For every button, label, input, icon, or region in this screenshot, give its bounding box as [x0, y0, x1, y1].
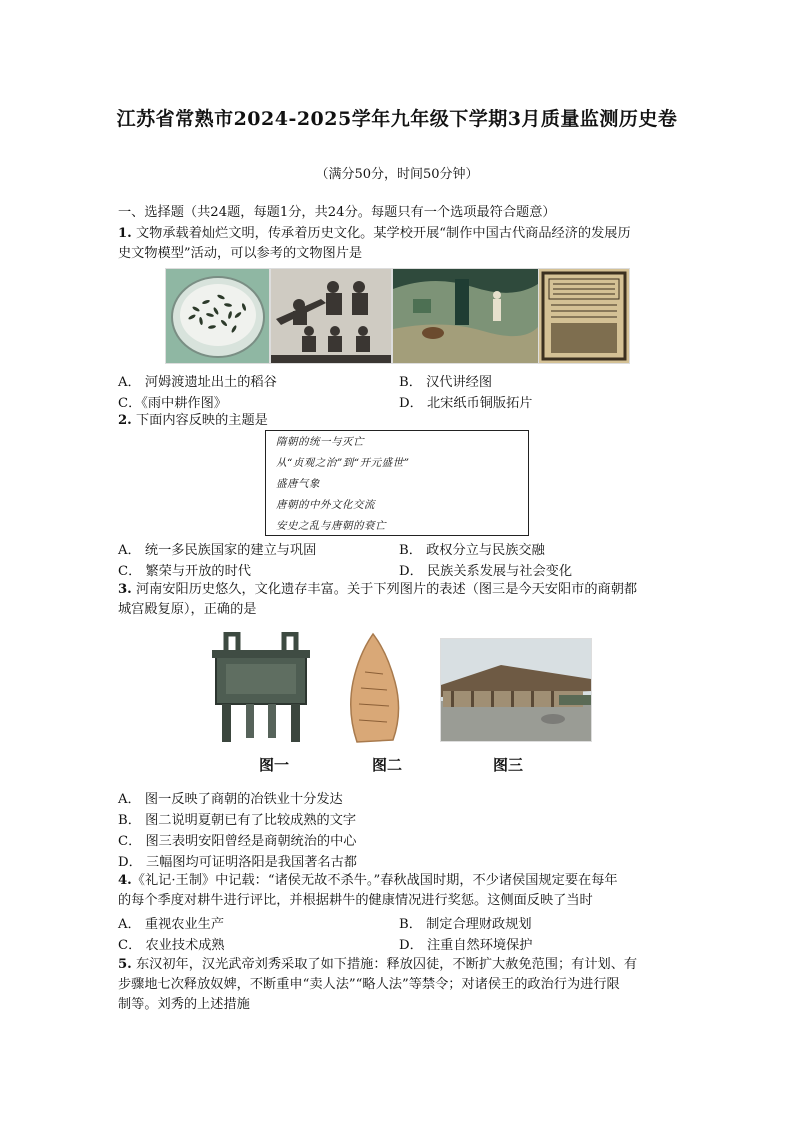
figure-caption-2: 图二 — [372, 757, 403, 774]
box-line: 隋朝的统一与灭亡 — [276, 436, 364, 448]
question-number: 5. — [118, 957, 132, 972]
farming-in-rain-mural — [392, 268, 539, 364]
han-lecture-rubbing — [270, 268, 392, 364]
exam-subtitle: （满分50分，时间50分钟） — [315, 167, 479, 182]
question-2-line1 — [118, 411, 268, 431]
q1-option-d[interactable]: D． 北宋纸币铜版拓片 — [399, 396, 533, 411]
figure-caption-1: 图一 — [259, 757, 290, 774]
question-number: 4. — [118, 873, 132, 888]
box-line: 盛唐气象 — [276, 478, 320, 490]
question-1-line2: 史文物模型”活动，可以参考的文物图片是 — [118, 246, 363, 261]
box-line: 唐朝的中外文化交流 — [276, 499, 375, 511]
q4-option-a[interactable]: A． 重视农业生产 — [118, 917, 225, 932]
question-4-line2: 的每个季度对耕牛进行评比，并根据耕牛的健康情况进行奖惩。这侧面反映了当时 — [118, 893, 593, 908]
question-4-line1 — [118, 871, 618, 891]
rice-grain-photo — [165, 268, 270, 364]
q3-option-a[interactable]: A． 图一反映了商朝的冶铁业十分发达 — [118, 792, 343, 807]
section-heading: 一、选择题（共24题，每题1分，共24分。每题只有一个选项最符合题意） — [118, 205, 556, 220]
q3-option-d[interactable]: D． 三幅图均可证明洛阳是我国著名古都 — [118, 855, 357, 870]
song-paper-money-plate — [538, 268, 630, 364]
question-1-line1 — [118, 224, 631, 244]
question-5-line2: 步骤地七次释放奴婢，不断重申“卖人法”“略人法”等禁令；对诸侯王的政治行为进行限 — [118, 977, 620, 992]
page-title: 江苏省常熟市2024-2025学年九年级下学期3月质量监测历史卷 — [116, 108, 678, 130]
q1-option-b[interactable]: B． 汉代讲经图 — [399, 375, 493, 390]
q4-option-d[interactable]: D． 注重自然环境保护 — [399, 938, 533, 953]
q4-option-b[interactable]: B． 制定合理财政规划 — [399, 917, 532, 932]
question-3-line2: 城宫殿复原），正确的是 — [118, 602, 257, 617]
q3-option-c[interactable]: C． 图三表明安阳曾经是商朝统治的中心 — [118, 834, 357, 849]
question-text: 河南安阳历史悠久，文化遗存丰富。关于下列图片的表述（图三是今天安阳市的商朝都 — [135, 582, 638, 597]
question-5-line1 — [118, 955, 637, 975]
box-line: 安史之乱与唐朝的衰亡 — [276, 520, 386, 532]
bronze-ding-photo — [206, 632, 316, 746]
question-text: 文物承载着灿烂文明，传承着历史文化。某学校开展“制作中国古代商品经济的发展历 — [135, 226, 631, 241]
q2-option-a[interactable]: A． 统一多民族国家的建立与巩固 — [118, 543, 317, 558]
oracle-bone-photo — [343, 632, 409, 746]
q1-option-a[interactable]: A． 河姆渡遗址出土的稻谷 — [118, 375, 277, 390]
question-text: 《礼记·王制》中记载：“诸侯无故不杀牛。”春秋战国时期，不少诸侯国规定要在每年 — [131, 873, 618, 888]
q1-option-c[interactable]: C．《雨中耕作图》 — [118, 396, 227, 411]
q4-option-c[interactable]: C． 农业技术成熟 — [118, 938, 225, 953]
question-number: 1. — [118, 226, 132, 241]
question-text: 下面内容反映的主题是 — [135, 413, 268, 428]
question-text: 东汉初年，汉光武帝刘秀采取了如下措施：释放囚徒，不断扩大赦免范围；有计划、有 — [135, 957, 638, 972]
q3-option-b[interactable]: B． 图二说明夏朝已有了比较成熟的文字 — [118, 813, 357, 828]
q2-content-box — [265, 430, 529, 536]
q2-option-b[interactable]: B． 政权分立与民族交融 — [399, 543, 545, 558]
q2-option-d[interactable]: D． 民族关系发展与社会变化 — [399, 564, 573, 579]
figure-caption-3: 图三 — [493, 757, 524, 774]
question-5-line3: 制等。刘秀的上述措施 — [118, 997, 250, 1012]
shang-palace-photo — [440, 638, 592, 742]
question-number: 2. — [118, 413, 132, 428]
q2-option-c[interactable]: C． 繁荣与开放的时代 — [118, 564, 251, 579]
box-line: 从“贞观之治”到“开元盛世” — [276, 457, 410, 469]
question-3-line1 — [118, 580, 637, 600]
question-number: 3. — [118, 582, 132, 597]
